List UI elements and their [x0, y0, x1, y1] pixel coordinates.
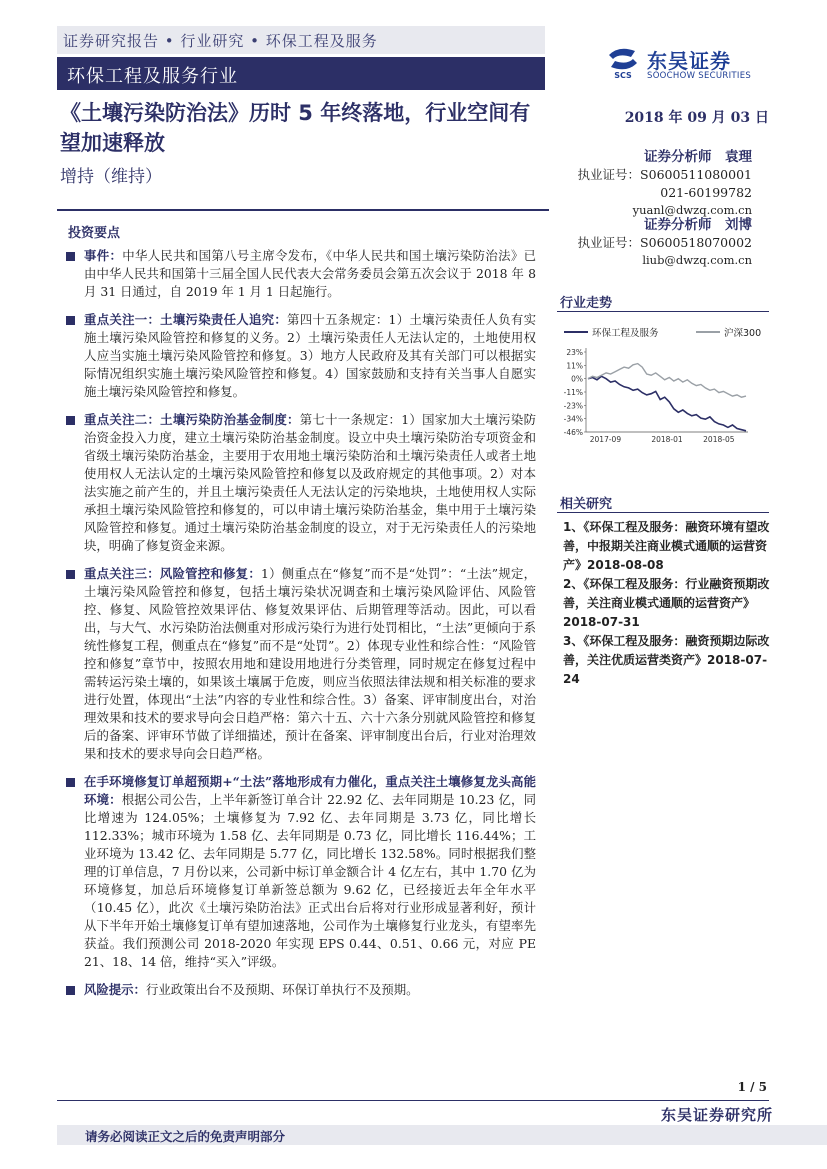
bullet-head: 事件： [84, 248, 123, 263]
bullet-focus-1 [66, 311, 536, 401]
y-tick-label: 0% [571, 374, 583, 384]
bullet-text: 根据公司公告，上半年新签订单合计 22.92 亿、去年同期是 10.23 亿，同比增速为 124.05%；土壤修复为 7.92 亿、去年同期是 3.73 亿，同比增长 112.33%；城市环境为 1.58 亿、去年同期是 0.73 亿，同比增长 116.44%；工业环境为 13.42 亿、去年同期是 5.77 亿，同比增长 132.58%。同时根据我们整理的订单信息，7 月份以来，公司新中标订单金额合计 4 亿左右，其中 1.70 亿为环境修复，加总后环境修复订单新签总额为 9.62 亿，已经接近去年全年水平（10.45 亿），此次《土壤污染防治法》正式出台后将对行业形成显著利好，预计从下半年开始土壤修复订单有望加速落地，公司作为土壤修复行业龙头，有望率先获益。我们预测公司 2018-2020 年实现 EPS 0.44、0.51、0.66 元，对应 PE 21、18、14 倍，维持“买入”评级。 [84, 792, 536, 969]
bullet-text: 第四十五条规定：1）土壤污染责任人负有实施土壤污染风险管控和修复的义务。2）土壤污染责任人无法认定的，土地使用权人应当实施土壤污染风险管控和修复。3）地方人民政府及其有关部门可以根据实际情况组织实施土壤污染风险管控和修复。4）国家鼓励和支持有关当事人自愿实施土壤污染风险管控和修复。 [84, 312, 537, 399]
bullet-head: 重点关注三：风险管控和修复： [84, 566, 262, 581]
bullet-recommendation [66, 773, 536, 971]
x-tick-label: 2018-01 [651, 435, 683, 444]
key-points [66, 247, 536, 1009]
analyst-2-license: 执业证号：S0600518070002 [577, 235, 752, 250]
series-line-index [588, 364, 746, 398]
analyst-1-email[interactable]: yuanl@dwzq.com.cn [632, 203, 752, 217]
bullet-square-icon [66, 570, 75, 579]
section-title: 投资要点 [68, 226, 121, 241]
analyst-2-email[interactable]: liub@dwzq.com.cn [642, 253, 752, 267]
sector-title: 环保工程及服务行业 [67, 66, 238, 87]
bullet-text: 中华人民共和国第八号主席令发布，《中华人民共和国土壤污染防治法》已由中华人民共和国第十三届全国人民代表大会常务委员会第五次会议于 2018 年 8 月 31 日通过，自 2019 年 1 月 1 日起施行。 [84, 248, 536, 299]
sector-band [57, 57, 545, 90]
footer-divider [57, 1100, 769, 1101]
bullet-text: 第七十一条规定：1）国家加大土壤污染防治资金投入力度，建立土壤污染防治基金制度。设立中央土壤污染防治专项资金和省级土壤污染防治基金，主要用于农用地土壤污染防治和土壤污染责任人或者土地使用权人无法认定的土壤污染风险管控和修复以及政府规定的其他事项。2）对本法实施之前产生的，并且土壤污染责任人无法认定的污染地块，土地使用权人实际承担土壤污染风险管控和修复的，可以申请土壤污染防治基金，集中用于土壤污染风险管控和修复。通过土壤污染防治基金制度的设立，对于无污染责任人的污染地块，明确了修复资金来源。 [84, 412, 537, 553]
related-divider [557, 512, 769, 513]
trend-chart [560, 322, 770, 460]
report-rating: 增持（维持） [60, 167, 162, 187]
bullet-square-icon [66, 316, 75, 325]
trend-title: 行业走势 [560, 296, 613, 311]
logo-name-cn: 东吴证券 [647, 49, 731, 73]
series-line-sector [588, 376, 746, 431]
institute-name: 东吴证券研究所 [660, 1106, 773, 1124]
report-date: 2018 年 09 月 03 日 [624, 110, 769, 126]
analyst-1-license: 执业证号：S0600511080001 [577, 167, 752, 182]
y-tick-label: 23% [566, 348, 583, 357]
page-number: 1 / 5 [737, 1080, 767, 1094]
disclaimer-band [57, 1125, 827, 1145]
bullet-square-icon [66, 986, 75, 995]
bullet-square-icon [66, 416, 75, 425]
legend-label: 环保工程及服务 [592, 328, 659, 339]
y-tick-label: -34% [563, 414, 583, 424]
bullet-square-icon [66, 778, 75, 787]
legend-label: 沪深300 [724, 328, 762, 339]
x-tick-label: 2018-05 [703, 435, 735, 444]
y-tick-label: -23% [563, 401, 583, 411]
bullet-square-icon [66, 252, 75, 261]
breadcrumb: 证券研究报告 • 行业研究 • 环保工程及服务 [63, 32, 378, 50]
analyst-2-name: 证券分析师 刘博 [644, 217, 752, 233]
related-item[interactable]: 2、《环保工程及服务：行业融资预期改善，关注商业模式通顺的运营资产》2018-07-31 [563, 577, 770, 629]
bullet-text: 行业政策出台不及预期、环保订单执行不及预期。 [145, 982, 419, 997]
disclaimer-text: 请务必阅读正文之后的免责声明部分 [85, 1129, 286, 1144]
bullet-head: 风险提示： [84, 982, 146, 997]
report-title: 《土壤污染防治法》历时 5 年终落地，行业空间有望加速释放 [60, 101, 531, 155]
bullet-head: 重点关注一：土壤污染责任人追究： [84, 312, 288, 327]
y-tick-label: -11% [563, 388, 583, 397]
related-item[interactable]: 3、《环保工程及服务：融资预期边际改善，关注优质运营类资产》2018-07-24 [563, 634, 770, 686]
bullet-head: 重点关注二：土壤污染防治基金制度： [84, 412, 300, 427]
y-tick-label: 11% [566, 361, 583, 371]
x-tick-label: 2017-09 [589, 435, 622, 444]
related-research [563, 518, 773, 689]
related-title: 相关研究 [560, 497, 613, 512]
breadcrumb-band [57, 26, 545, 54]
related-item[interactable]: 1、《环保工程及服务：融资环境有望改善，中报期关注商业模式通顺的运营资产》2018-08-08 [563, 520, 770, 572]
bullet-focus-2 [66, 411, 536, 555]
company-logo [605, 43, 775, 83]
bullet-text: 1）侧重点在“修复”而不是“处罚”：“土法”规定，土壤污染风险管控和修复，包括土壤污染状况调查和土壤污染风险评估、风险管控、修复、风险管控效果评估、修复效果评估、后期管理等活动。因此，可以看出，与大气、水污染防治法侧重对形成污染行为进行处罚相比，“土法”更倾向于系统性修复工程，侧重点在“修复”而不是“处罚”。2）体现专业性和综合性：“风险管控和修复”章节中，按照农用地和建设用地进行分类管理，同时规定在修复过程中需转运污染土壤的，如果该土壤属于危废，则应当依照法律法规和相关标准的要求进行处置，体现出“土法”内容的专业性和综合性。3）备案、评审制度出台，对治理效果和技术的要求导向会日趋严格：第六十五、六十六条分别就风险管控和修复后的备案、评审环节做了详细描述，预计在备案、评审制度出台后，行业对治理效果和技术的要求导向会日趋严格。 [84, 566, 537, 761]
section-divider [57, 209, 549, 211]
y-tick-label: -46% [563, 428, 583, 437]
bullet-head: 在手环境修复订单超预期+“土法”落地形成有力催化，重点关注土壤修复龙头高能环境： [84, 774, 536, 807]
logo-mark-text: SCS [614, 71, 632, 79]
trend-chart-svg [560, 322, 770, 460]
analyst-1-phone: 021-60199782 [660, 185, 752, 200]
bullet-risk [66, 981, 536, 999]
trend-divider [557, 311, 769, 312]
analyst-1-name: 证券分析师 袁理 [644, 149, 752, 165]
bullet-event [66, 247, 536, 301]
bullet-focus-3 [66, 565, 536, 763]
logo-mark-icon [605, 45, 641, 79]
logo-name-en: SOOCHOW SECURITIES [647, 71, 752, 81]
